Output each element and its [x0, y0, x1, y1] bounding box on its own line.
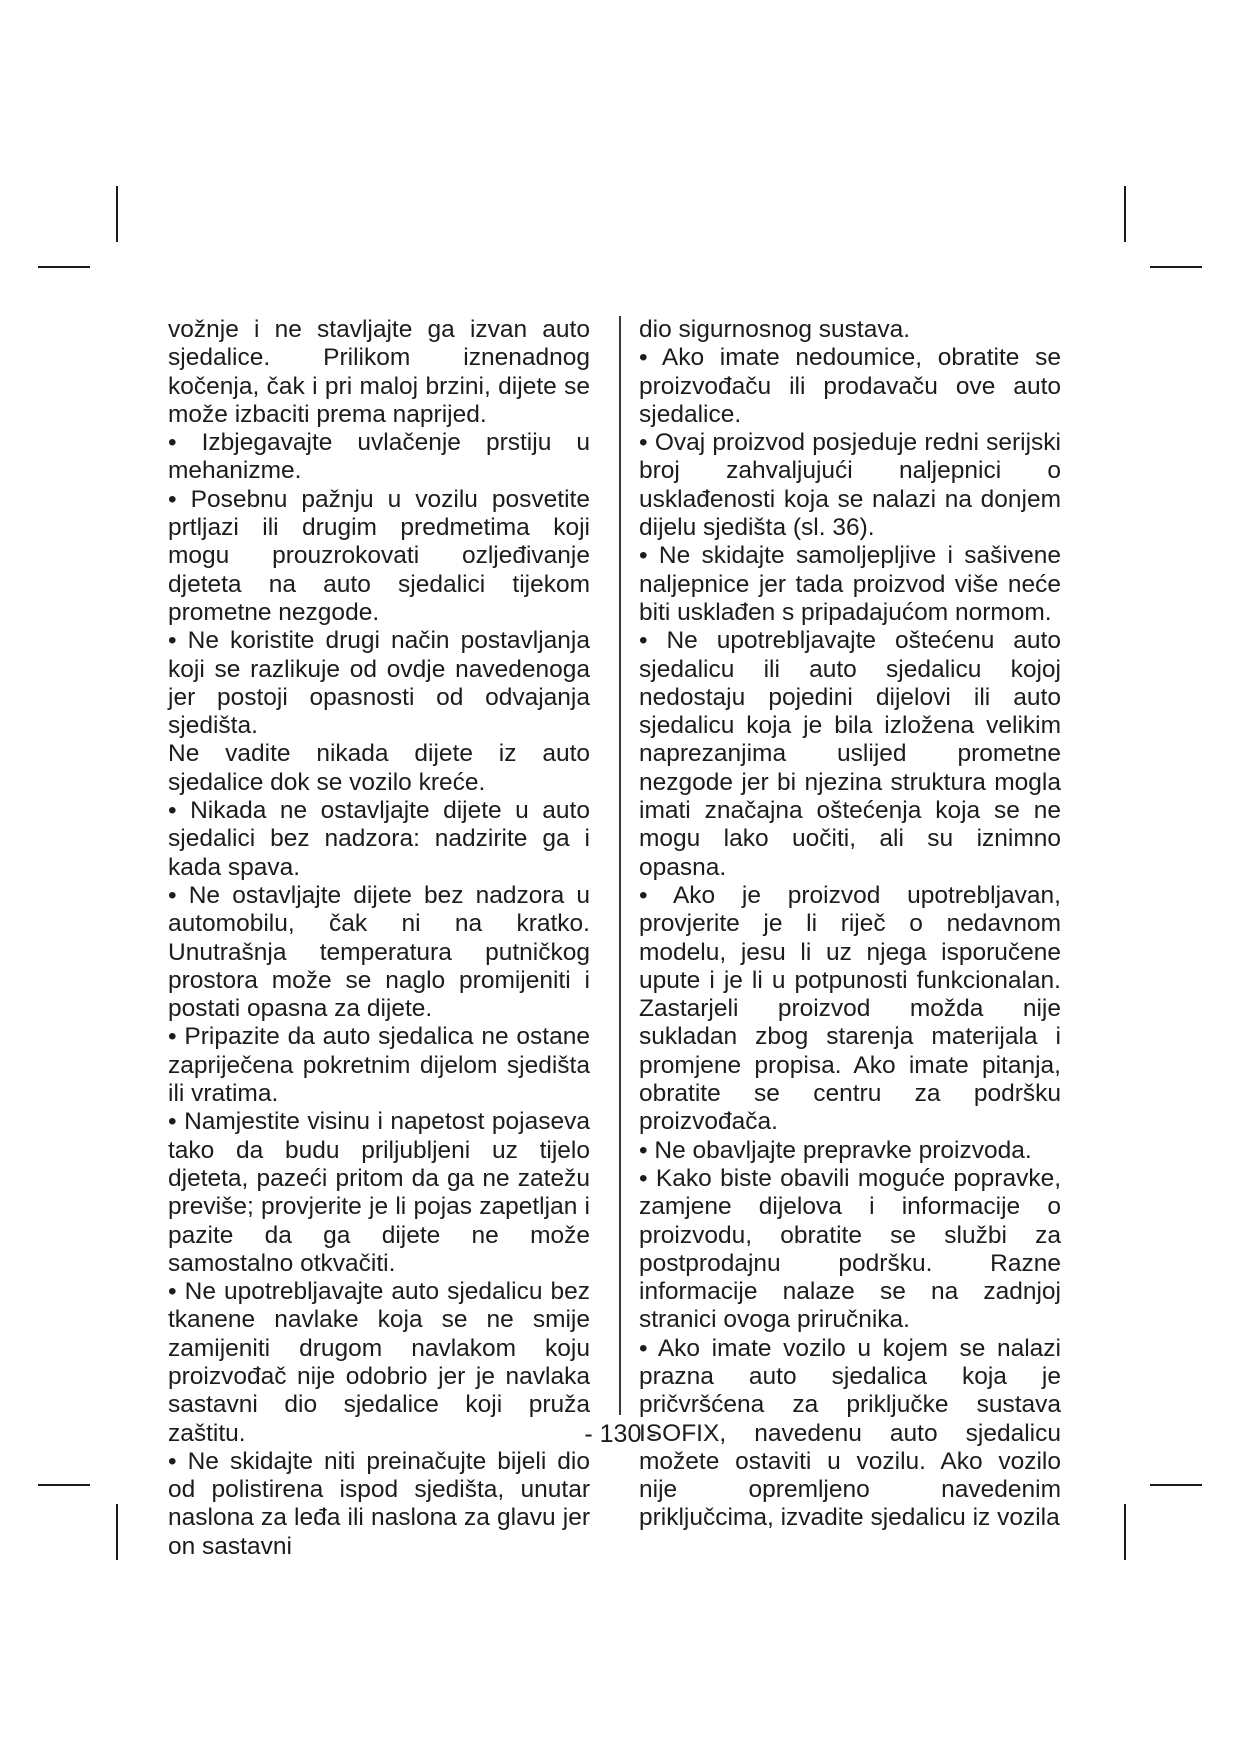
crop-mark-top-left-horizontal [38, 266, 90, 268]
crop-mark-bottom-left-vertical [116, 1504, 118, 1560]
column-divider [619, 316, 621, 1415]
paragraph: • Ne obavljajte prepravke proizvoda. [639, 1136, 1032, 1164]
paragraph: • Ne upotrebljavajte auto sjedalicu bez tkanene navlake koja se ne smije zamijeniti drugom navlakom koju proizvođač nije odobrio jer je navlaka sastavni dio sjedalice koji pruža zaštitu. [168, 1278, 590, 1447]
paragraph: • Ne upotrebljavajte oštećenu auto sjedalicu ili auto sjedalicu kojoj nedostaju pojedini dijelovi ili auto sjedalicu koja je bila izložena velikim naprezanjima uslijed prometne nezgode jer bi njezina struktura mogla imati značajna oštećenja koja se ne mogu lako uočiti, ali su iznimno opasna. [639, 627, 1061, 881]
paragraph: • Kako biste obavili moguće popravke, zamjene dijelova i informacije o proizvodu, obratite se službi za postprodajnu podršku. Razne informacije nalaze se na zadnjoj stranici ovoga priručnika. [639, 1164, 1061, 1334]
paragraph: • Ako imate vozilo u kojem se nalazi prazna auto sjedalica koja je pričvršćena za priključke sustava ISOFIX, navedenu auto sjedalicu možete ostaviti u vozilu. Ako vozilo nije opremljeno navedenim priključcima, izvadite sjedalicu iz vozila [639, 1334, 1061, 1532]
paragraph: • Ako imate nedoumice, obratite se proizvođaču ili prodavaču ove auto sjedalice. [639, 344, 1061, 428]
paragraph: • Posebnu pažnju u vozilu posvetite prtljazi ili drugim predmetima koji mogu prouzrokovati ozljeđivanje djeteta na auto sjedalici tijekom prometne nezgode. [168, 485, 590, 626]
paragraph: • Ne skidajte niti preinačujte bijeli dio od polistirena ispod sjedišta, unutar naslona za leđa ili naslona za glavu jer on sastavni [168, 1447, 590, 1560]
paragraph: • Ako je proizvod upotrebljavan, provjerite je li riječ o nedavnom modelu, jesu li uz njega isporučene upute i je li u potpunosti funkcionalan. Zastarjeli proizvod možda nije sukladan zbog starenja materijala i promjene propisa. Ako imate pitanja, obratite se centru za podršku proizvođača. [639, 881, 1061, 1136]
right-text-column [639, 316, 1061, 1533]
paragraph: • Ne koristite drugi način postavljanja koji se razlikuje od ovdje navedenoga jer postoji opasnosti od odvajanja sjedišta. [168, 627, 590, 740]
crop-mark-top-right-horizontal [1150, 266, 1202, 268]
paragraph: • Nikada ne ostavljajte dijete u auto sjedalici bez nadzora: nadzirite ga i kada spava. [168, 797, 590, 881]
crop-mark-bottom-right-vertical [1124, 1504, 1126, 1560]
page-number: - 130 - [584, 1420, 657, 1448]
paragraph: • Namjestite visinu i napetost pojaseva tako da budu priljubljeni uz tijelo djeteta, pazeći pritom da ga ne zatežu previše; provjerite je li pojas zapetljan i pazite da ga dijete ne može samostalno otkvačiti. [168, 1108, 590, 1277]
paragraph: • Ne skidajte samoljepljive i sašivene naljepnice jer tada proizvod više neće biti usklađen s pripadajućom normom. [639, 542, 1061, 626]
crop-mark-top-left-vertical [116, 186, 118, 242]
crop-mark-bottom-right-horizontal [1150, 1484, 1202, 1486]
paragraph: vožnje i ne stavljajte ga izvan auto sjedalice. Prilikom iznenadnog kočenja, čak i pri maloj brzini, dijete se može izbaciti prema naprijed. [168, 316, 590, 428]
paragraph: • Ne ostavljajte dijete bez nadzora u automobilu, čak ni na kratko. Unutrašnja temperatura putničkog prostora može se naglo promijeniti i postati opasna za dijete. [168, 881, 590, 1023]
paragraph: • Izbjegavajte uvlačenje prstiju u mehanizme. [168, 429, 590, 485]
paragraph: Ne vadite nikada dijete iz auto sjedalice dok se vozilo kreće. [168, 740, 590, 796]
paragraph: dio sigurnosnog sustava. [639, 316, 911, 343]
left-text-column [168, 316, 590, 1561]
paragraph: • Ovaj proizvod posjeduje redni serijski broj zahvaljujući naljepnici o usklađenosti koja se nalazi na donjem dijelu sjedišta (sl. 36). [639, 429, 1061, 542]
crop-mark-top-right-vertical [1124, 186, 1126, 242]
crop-mark-bottom-left-horizontal [38, 1484, 90, 1486]
paragraph: • Pripazite da auto sjedalica ne ostane zapriječena pokretnim dijelom sjedišta ili vratima. [168, 1023, 590, 1108]
